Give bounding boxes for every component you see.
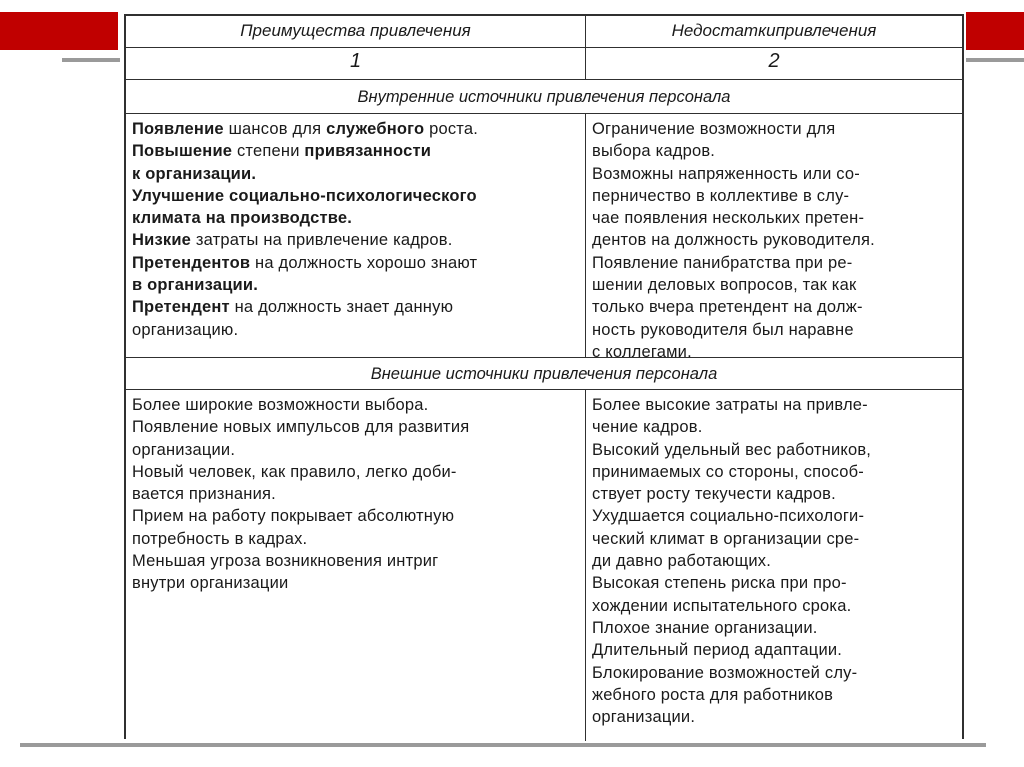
- text-segment: роста.: [424, 120, 479, 138]
- red-accent-band-right: [966, 12, 1024, 50]
- internal-sources-row: [126, 114, 962, 361]
- text-line: ди давно работающих.: [592, 552, 772, 571]
- text-line: Блокирование возможностей слу-: [592, 663, 858, 682]
- text-line: ческий климат в организации сре-: [592, 529, 860, 548]
- text-line: Возможны напряженность или со-: [592, 164, 860, 183]
- text-line: [132, 163, 579, 185]
- text-line: [132, 207, 579, 229]
- text-line: Плохое знание организации.: [592, 618, 818, 637]
- external-disadvantages-cell: [586, 390, 962, 741]
- text-line: Ограничение возможности для: [592, 120, 836, 138]
- text-line: потребность в кадрах.: [132, 529, 308, 548]
- red-accent-band-left: [0, 12, 118, 50]
- text-line: выбора кадров.: [592, 142, 716, 161]
- text-segment: шансов для: [223, 120, 327, 138]
- text-segment: служебного: [326, 120, 425, 138]
- text-line: вается признания.: [132, 485, 276, 504]
- text-line: дентов на должность руководителя.: [592, 231, 875, 250]
- column-number-2: 2: [768, 50, 780, 72]
- text-line: внутри организации: [132, 574, 289, 593]
- text-segment: на должность хорошо знают: [250, 253, 478, 272]
- text-segment: Повышение: [132, 142, 233, 161]
- text-line: Ухудшается социально-психологи-: [592, 507, 865, 526]
- comparison-table: [124, 14, 964, 739]
- text-line: Появление панибратства при ре-: [592, 253, 853, 272]
- number-row: [126, 48, 962, 80]
- text-line: с коллегами.: [592, 342, 692, 361]
- text-segment: привязанности: [304, 142, 432, 161]
- section-row-internal: [126, 80, 962, 114]
- text-line: [132, 118, 579, 140]
- text-line: принимаемых со стороны, способ-: [592, 462, 864, 481]
- gray-rule-top-right: [966, 58, 1024, 62]
- text-segment: Претендент: [132, 298, 230, 317]
- text-line: [132, 252, 579, 274]
- text-line: хождении испытательного срока.: [592, 596, 852, 615]
- text-line: Длительный период адаптации.: [592, 641, 843, 660]
- text-line: организации.: [132, 440, 236, 459]
- header-advantages: Преимущества привлечения: [126, 16, 586, 47]
- column-number-1: 1: [126, 48, 586, 79]
- text-segment: Низкие: [132, 231, 192, 250]
- gray-rule-top-left: [62, 58, 120, 62]
- text-line: Высокая степень риска при про-: [592, 574, 847, 593]
- text-segment: Появление: [132, 120, 224, 138]
- text-segment: в организации.: [132, 276, 259, 295]
- text-line: чае появления нескольких претен-: [592, 209, 865, 228]
- text-line: [132, 229, 579, 251]
- text-line: только вчера претендент на долж-: [592, 298, 863, 317]
- text-line: Более широкие возможности выбора.: [132, 396, 429, 414]
- external-advantages-cell: [126, 390, 586, 741]
- text-line: Появление новых импульсов для развития: [132, 418, 470, 437]
- text-line: [132, 319, 579, 341]
- text-segment: затраты на привлечение кадров.: [191, 231, 453, 250]
- text-line: [132, 140, 579, 162]
- text-line: [132, 296, 579, 318]
- internal-advantages-cell: [126, 114, 586, 357]
- text-segment: климата на производстве.: [132, 209, 353, 228]
- text-segment: Претендентов: [132, 253, 251, 272]
- header-disadvantages: Недостаткипривлечения: [671, 21, 877, 40]
- text-line: ность руководителя был наравне: [592, 320, 854, 339]
- internal-disadvantages-cell: [586, 114, 962, 361]
- section-title-external: Внешние источники привлечения персонала: [370, 365, 718, 383]
- text-line: организации.: [592, 708, 696, 727]
- text-line: Прием на работу покрывает абсолютную: [132, 507, 455, 526]
- section-row-external: [126, 358, 962, 390]
- text-segment: на должность знает данную: [229, 298, 454, 317]
- text-line: перничество в коллективе в слу-: [592, 186, 850, 205]
- gray-rule-bottom: [20, 743, 986, 747]
- text-line: чение кадров.: [592, 418, 703, 437]
- text-segment: организацию.: [132, 320, 239, 339]
- text-line: шении деловых вопросов, так как: [592, 276, 857, 295]
- text-segment: к организации.: [132, 164, 257, 183]
- text-line: жебного роста для работников: [592, 685, 834, 704]
- external-sources-row: [126, 390, 962, 741]
- text-line: [132, 185, 579, 207]
- text-segment: степени: [232, 142, 305, 161]
- text-line: [132, 274, 579, 296]
- text-line: Более высокие затраты на привле-: [592, 396, 868, 414]
- section-title-internal: Внутренние источники привлечения персонала: [357, 88, 731, 106]
- text-line: Меньшая угроза возникновения интриг: [132, 552, 439, 571]
- text-line: Высокий удельный вес работников,: [592, 440, 872, 459]
- text-line: Новый человек, как правило, легко доби-: [132, 462, 457, 481]
- text-line: ствует росту текучести кадров.: [592, 485, 836, 504]
- header-row: [126, 16, 962, 48]
- text-segment: Улучшение социально-психологического: [132, 186, 477, 205]
